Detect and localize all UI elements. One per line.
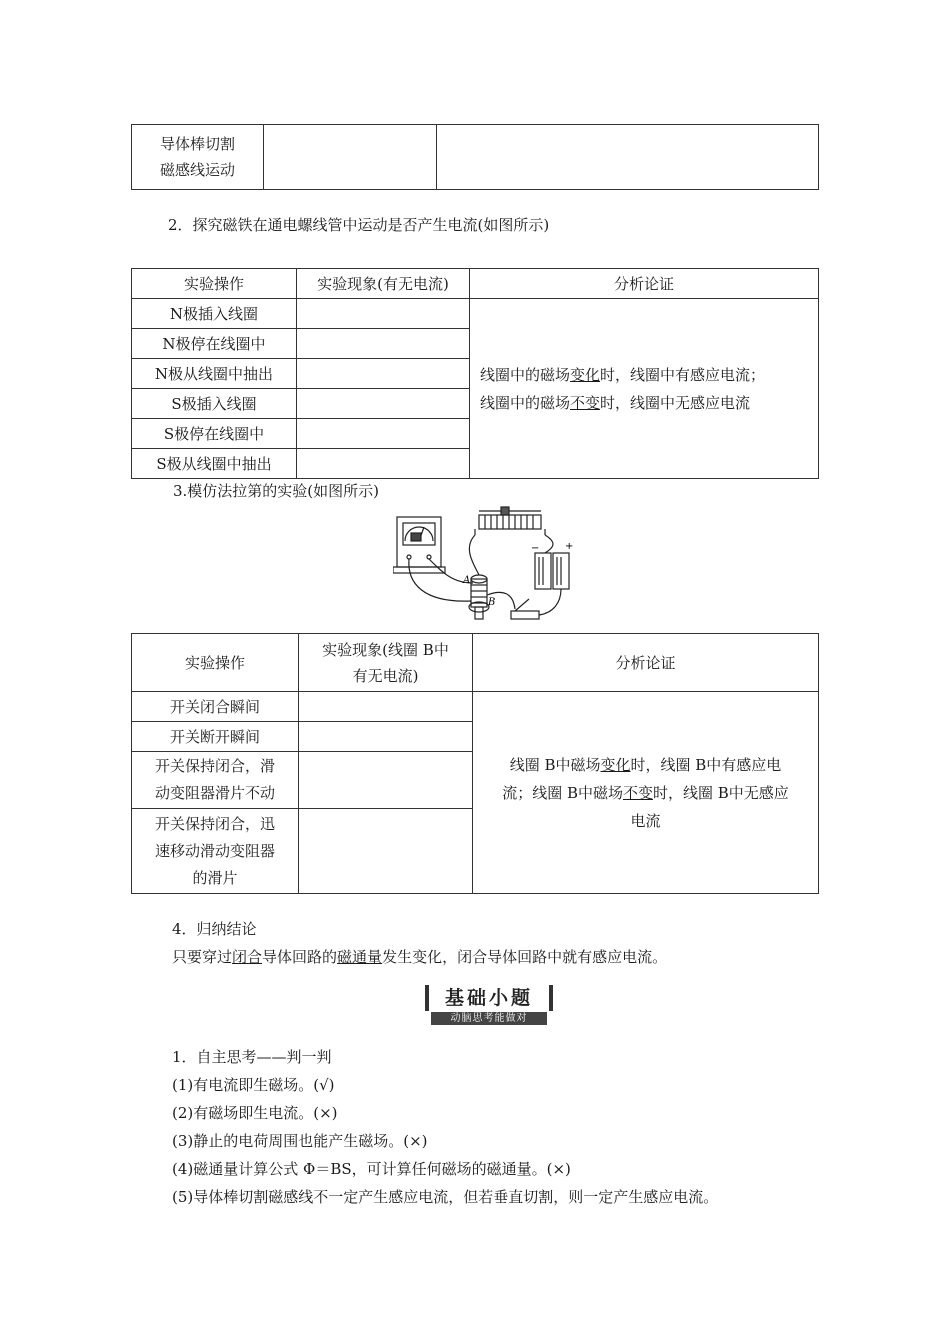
op-line: 磁感线运动 (159, 161, 235, 179)
row-phenomenon (297, 299, 470, 329)
quiz-item: (2)有磁场即生电流。(×) (172, 1104, 338, 1122)
text: 发生变化，闭合导体回路中就有感应电流。 (382, 948, 668, 966)
header-operation: 实验操作 (132, 269, 297, 299)
underlined-text: 闭合 (232, 948, 263, 966)
row-phenomenon (297, 389, 470, 419)
text: 流；线圈 B中磁场 (502, 783, 623, 802)
analysis-cell (470, 299, 819, 479)
row-operation: N极停在线圈中 (132, 329, 297, 359)
text: 时，线圈中有感应电流； (600, 365, 766, 384)
row-operation: S极停在线圈中 (132, 419, 297, 449)
coil-a-label: A (463, 575, 471, 586)
row-operation (132, 809, 299, 894)
battery-plus-label: + (565, 541, 573, 552)
op-line: 导体棒切割 (159, 135, 235, 153)
underlined-text: 变化 (570, 365, 601, 384)
text: 线圈 B中磁场 (509, 755, 601, 774)
header-line: 实验现象(线圈 B中 (322, 640, 449, 659)
row-phenomenon (299, 809, 473, 894)
text: 只要穿过 (172, 948, 233, 966)
analysis-line: 电流 (630, 811, 661, 830)
header-phenomenon: 实验现象(有无电流) (297, 269, 470, 299)
table-row (132, 692, 819, 722)
row-operation: S极从线圈中抽出 (132, 449, 297, 479)
underlined-text: 不变 (622, 783, 653, 802)
quiz-item: (1)有电流即生磁场。(√) (172, 1076, 335, 1094)
row-operation: 开关断开瞬间 (132, 722, 299, 752)
text: 时，线圈 B中有感应电 (630, 755, 782, 774)
quiz-item: (4)磁通量计算公式 Φ＝BS，可计算任何磁场的磁通量。(×) (172, 1160, 571, 1178)
table-cell-phenomenon (264, 125, 437, 190)
text: 线圈中的磁场 (480, 393, 571, 412)
text: 线圈中的磁场 (480, 365, 571, 384)
battery-minus-label: − (531, 543, 540, 554)
analysis-line (487, 751, 804, 779)
op-line: 的滑片 (192, 868, 238, 887)
table-row (132, 125, 819, 190)
row-phenomenon (299, 722, 473, 752)
underlined-text: 不变 (570, 393, 601, 412)
analysis-line (487, 779, 804, 807)
rheostat (479, 515, 541, 529)
table-faraday-experiment (131, 633, 819, 894)
coil-b-label: B (488, 597, 496, 608)
row-operation: 开关闭合瞬间 (132, 692, 299, 722)
op-line: 开关保持闭合，滑 (154, 757, 275, 775)
basic-questions-badge (425, 985, 553, 1025)
text: 导体回路的 (262, 948, 338, 966)
row-phenomenon (297, 359, 470, 389)
quiz-heading: 1．自主思考——判一判 (172, 1048, 332, 1066)
text: 时，线圈中无感应电流 (600, 393, 751, 412)
analysis-line (480, 389, 808, 417)
section-4-heading: 4．归纳结论 (172, 920, 257, 938)
row-phenomenon (299, 752, 473, 809)
galvanometer (397, 517, 441, 567)
row-phenomenon (297, 449, 470, 479)
conclusion-paragraph (172, 946, 667, 968)
table-header-row (132, 269, 819, 299)
analysis-line (480, 361, 808, 389)
row-operation: S极插入线圈 (132, 389, 297, 419)
row-phenomenon (299, 692, 473, 722)
table-induction-rod (131, 124, 819, 190)
table-header-row (132, 634, 819, 692)
header-phenomenon (299, 634, 473, 692)
underlined-text: 变化 (600, 755, 631, 774)
analysis-cell (473, 692, 819, 894)
table-cell-analysis (437, 125, 819, 190)
table-cell-operation (132, 125, 264, 190)
row-phenomenon (297, 419, 470, 449)
row-phenomenon (297, 329, 470, 359)
row-operation: N极从线圈中抽出 (132, 359, 297, 389)
row-operation (132, 752, 299, 809)
underlined-text: 磁通量 (337, 948, 383, 966)
faraday-apparatus-figure (393, 503, 573, 628)
table-magnet-solenoid (131, 268, 819, 479)
header-operation: 实验操作 (132, 634, 299, 692)
badge-title: 基础小题 (425, 985, 553, 1011)
row-operation: N极插入线圈 (132, 299, 297, 329)
header-analysis: 分析论证 (470, 269, 819, 299)
op-line: 速移动滑动变阻器 (154, 841, 275, 860)
section-3-heading: 3.模仿法拉第的实验(如图所示) (173, 482, 380, 500)
quiz-item: (5)导体棒切割磁感线不一定产生感应电流，但若垂直切割，则一定产生感应电流。 (172, 1188, 719, 1206)
quiz-item: (3)静止的电荷周围也能产生磁场。(×) (172, 1132, 428, 1150)
text: 时，线圈 B中无感应 (653, 783, 789, 802)
section-2-heading: 2．探究磁铁在通电螺线管中运动是否产生电流(如图所示) (168, 216, 550, 234)
table-row (132, 299, 819, 329)
badge-subtitle: 动脑思考能做对 (431, 1012, 547, 1025)
header-analysis: 分析论证 (473, 634, 819, 692)
switch (511, 611, 539, 619)
op-line: 开关保持闭合，迅 (154, 814, 275, 833)
header-line: 有无电流) (352, 666, 419, 685)
op-line: 动变阻器滑片不动 (154, 784, 275, 802)
